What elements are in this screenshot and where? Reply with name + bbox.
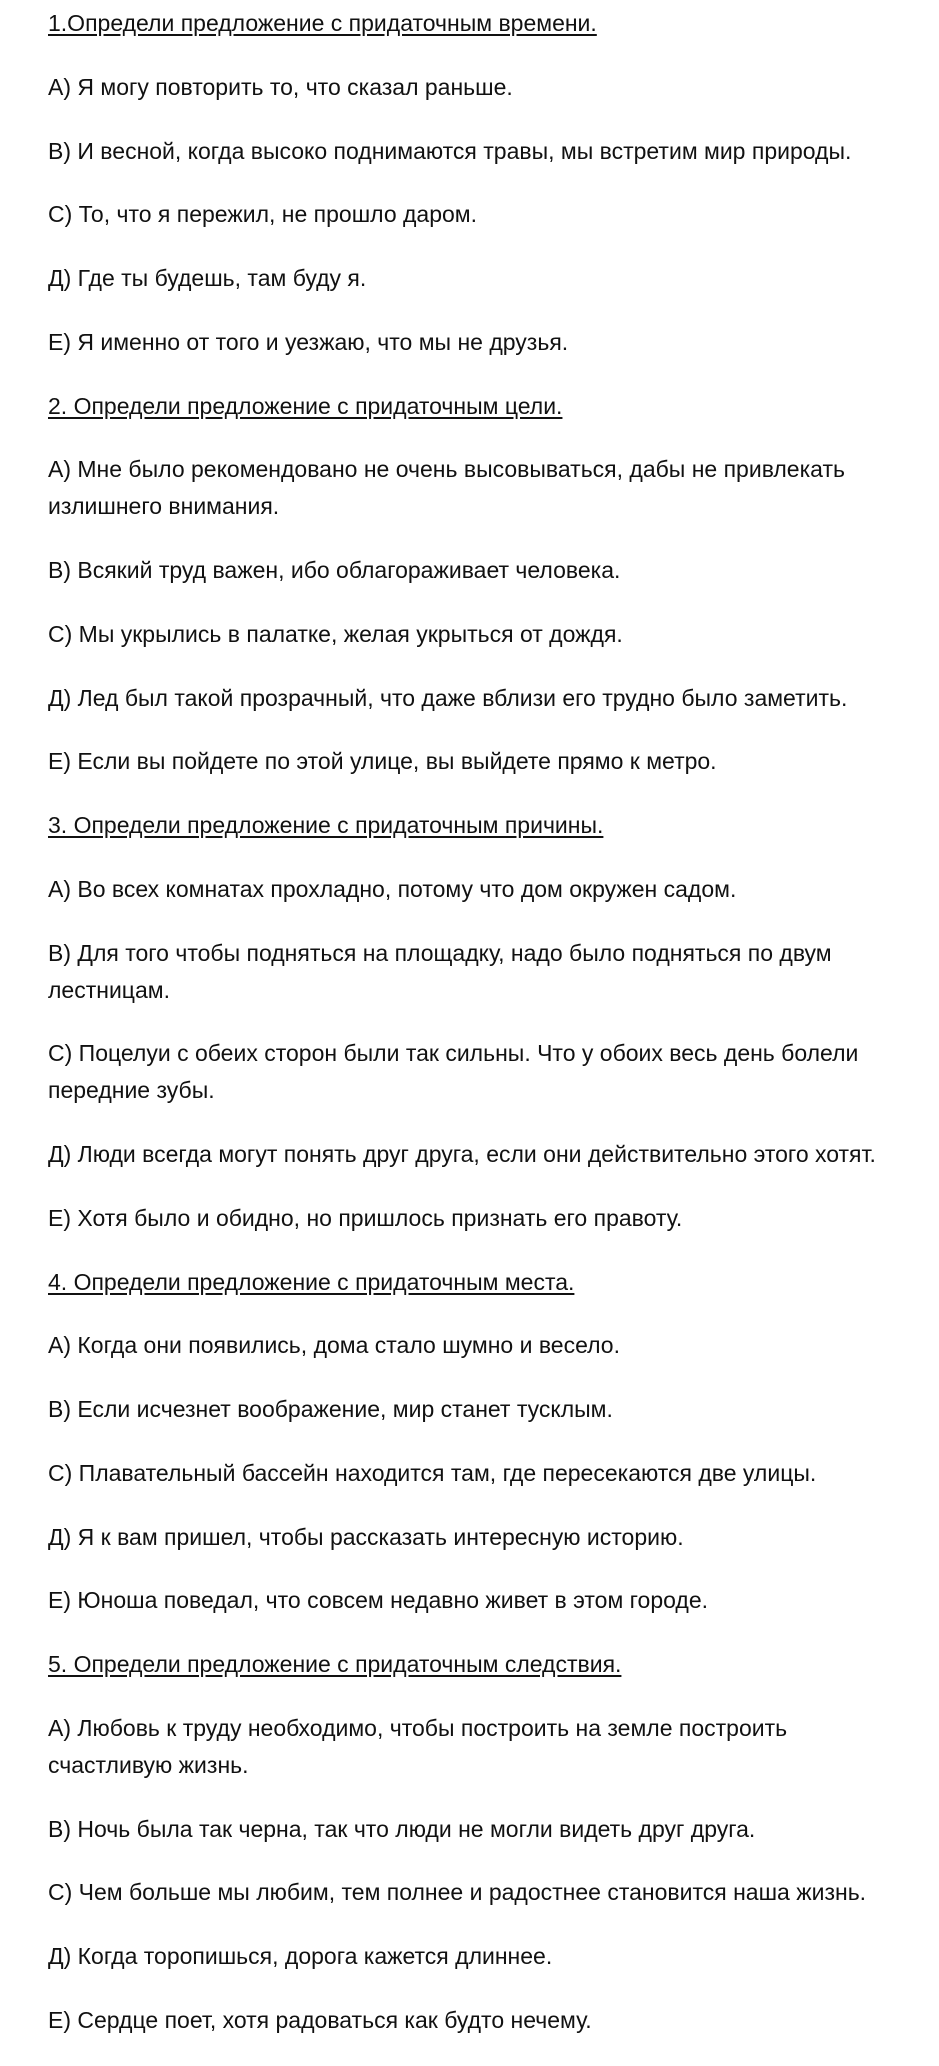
answer-option xyxy=(48,1710,939,1784)
answer-option-line: А) Во всех комнатах прохладно, потому что дом окружен садом. xyxy=(48,875,737,902)
answer-option xyxy=(48,133,939,170)
answer-option-line: С) Чем больше мы любим, тем полнее и радостнее становится наша жизнь. xyxy=(48,1879,867,1906)
answer-option-line: Д) Я к вам пришел, чтобы рассказать интересную историю. xyxy=(48,1523,684,1550)
answer-option-line: С) Поцелуи с обеих сторон были так сильны. Что у обоих весь день болели xyxy=(48,1040,859,1067)
answer-option xyxy=(48,1391,939,1428)
answer-option-line: Е) Хотя было и обидно, но пришлось признать его правоту. xyxy=(48,1204,683,1231)
answer-option-line: В) Всякий труд важен, ибо облагораживает человека. xyxy=(48,557,621,583)
answer-option xyxy=(48,552,939,589)
answer-option xyxy=(48,69,939,106)
answer-option-line: А) Когда они появились, дома стало шумно и весело. xyxy=(48,1332,620,1359)
question-heading: 4. Определи предложение с придаточным места. xyxy=(48,1268,575,1295)
answer-option-line: В) Если исчезнет воображение, мир станет тусклым. xyxy=(48,1396,613,1422)
question-heading: 5. Определи предложение с придаточным следствия. xyxy=(48,1651,622,1677)
answer-option-line: Д) Когда торопишься, дорога кажется длиннее. xyxy=(48,1943,553,1969)
answer-option-line: В) Для того чтобы подняться на площадку, надо было подняться по двум xyxy=(48,939,832,966)
answer-option xyxy=(48,1455,939,1492)
answer-option-line: счастливую жизнь. xyxy=(48,1751,249,1778)
answer-option-line: Е) Если вы пойдете по этой улице, вы выйдете прямо к метро. xyxy=(48,748,717,775)
answer-option xyxy=(48,1582,939,1619)
answer-option-line: С) Плавательный бассейн находится там, где пересекаются две улицы. xyxy=(48,1459,817,1486)
answer-option-line: Д) Лед был такой прозрачный, что даже вблизи его трудно было заметить. xyxy=(48,684,848,711)
answer-option xyxy=(48,1200,939,1237)
answer-option xyxy=(48,743,939,780)
answer-option xyxy=(48,1938,939,1975)
answer-option xyxy=(48,1811,939,1848)
answer-option xyxy=(48,935,939,1009)
question-heading: 1.Определи предложение с придаточным времени. xyxy=(48,10,597,36)
answer-option-line: Е) Я именно от того и уезжаю, что мы не друзья. xyxy=(48,328,569,355)
answer-option-line: Е) Юноша поведал, что совсем недавно живет в этом городе. xyxy=(48,1587,709,1614)
answer-option-line: В) И весной, когда высоко поднимаются травы, мы встретим мир природы. xyxy=(48,137,852,164)
answer-option-line: А) Любовь к труду необходимо, чтобы построить на земле построить xyxy=(48,1714,788,1741)
document xyxy=(48,5,939,2066)
question-heading: 3. Определи предложение с придаточным причины. xyxy=(48,812,604,838)
answer-option xyxy=(48,680,939,717)
answer-option-line: С) То, что я пережил, не прошло даром. xyxy=(48,201,478,228)
answer-option-line: А) Я могу повторить то, что сказал раньше. xyxy=(48,73,513,100)
answer-option xyxy=(48,260,939,297)
answer-option-line: лестницам. xyxy=(48,976,170,1003)
answer-option xyxy=(48,1327,939,1364)
answer-option-line: Е) Сердце поет, хотя радоваться как будто нечему. xyxy=(48,2006,592,2033)
answer-option xyxy=(48,324,939,361)
answer-option-line: С) Мы укрылись в палатке, желая укрыться от дождя. xyxy=(48,620,623,647)
answer-option xyxy=(48,1035,939,1109)
answer-option xyxy=(48,616,939,653)
answer-option xyxy=(48,451,939,525)
answer-option-line: передние зубы. xyxy=(48,1077,215,1104)
answer-option-line: Д) Где ты будешь, там буду я. xyxy=(48,265,367,291)
answer-option-line: излишнего внимания. xyxy=(48,493,280,520)
answer-option xyxy=(48,871,939,908)
question-heading: 2. Определи предложение с придаточным цели. xyxy=(48,392,563,419)
answer-option xyxy=(48,1874,939,1911)
answer-option-line: В) Ночь была так черна, так что люди не могли видеть друг друга. xyxy=(48,1815,756,1842)
answer-option xyxy=(48,2002,939,2039)
answer-option xyxy=(48,1136,939,1173)
answer-option-line: А) Мне было рекомендовано не очень высовываться, дабы не привлекать xyxy=(48,456,845,483)
answer-option xyxy=(48,1519,939,1556)
answer-option xyxy=(48,196,939,233)
answer-option-line: Д) Люди всегда могут понять друг друга, если они действительно этого хотят. xyxy=(48,1141,876,1167)
